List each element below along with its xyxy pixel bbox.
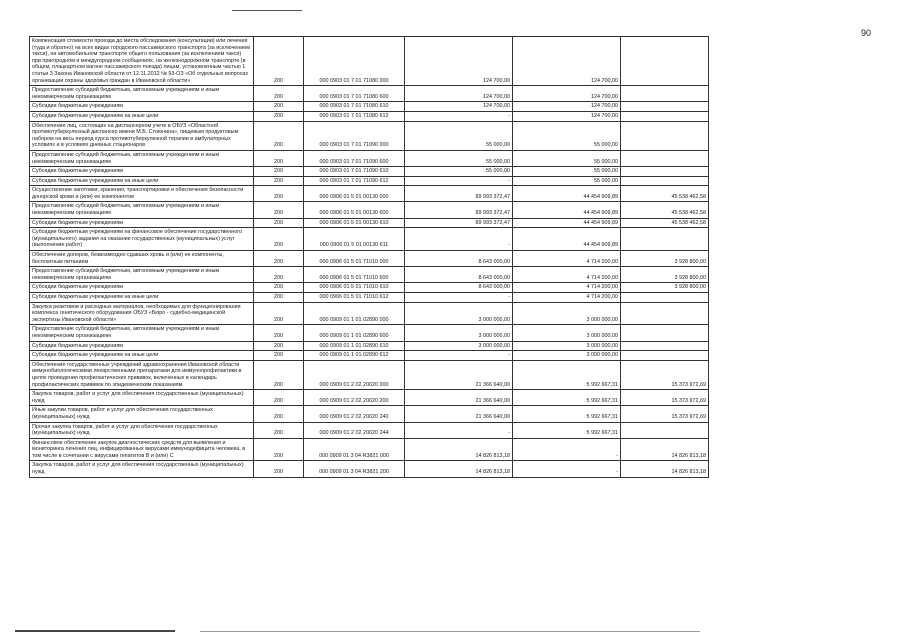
row-value-2-cell: 55 000,00 [513,150,621,166]
row-value-2-cell: 44 454 909,89 [513,228,621,251]
table-row [30,325,709,341]
row-admin-cell: 200 [254,406,304,422]
table-row [30,37,709,86]
row-admin-cell: 200 [254,111,304,121]
row-value-1-cell: 21 366 640,00 [405,406,513,422]
row-value-3-cell [621,176,709,186]
row-value-2-cell: 3 000 000,00 [513,302,621,325]
row-value-2-cell: - [513,461,621,477]
row-name-cell: Обеспечение доноров, безвозмездно сдавших кровь и (или) ее компоненты, бесплатным питанием [30,251,254,267]
table-row [30,390,709,406]
row-value-3-cell: 3 928 800,00 [621,251,709,267]
row-name-cell: Закупка товаров, работ и услуг для обеспечения государственных (муниципальных) нужд [30,390,254,406]
row-admin-cell: 200 [254,202,304,218]
row-code-cell: 000 0906 01 5 01 00130 611 [304,228,405,251]
row-value-2-cell: 55 000,00 [513,121,621,150]
row-code-cell: 000 0906 01 5 01 71010 600 [304,267,405,283]
row-name-cell: Финансовое обеспечение закупок диагностических средств для выявления и мониторинга лечения лиц, инфицированных вирусами иммунодефицита человека, в том числе в сочетании с вирусами гепатитов В и (или) С [30,438,254,461]
table-row [30,86,709,102]
table-row [30,167,709,177]
row-value-2-cell: 124 700,00 [513,102,621,112]
bottom-rule-light [200,631,700,632]
row-name-cell: Предоставление субсидий бюджетным, автономным учреждениям и иным некоммерческим организациям [30,86,254,102]
row-name-cell: Субсидии бюджетным учреждениям [30,341,254,351]
row-value-2-cell: 4 714 200,00 [513,267,621,283]
bottom-rule [15,630,175,632]
row-name-cell: Осуществление заготовки, хранения, транспортировки и обеспечения безопасности донорской крови и (или) ее компонентов [30,186,254,202]
row-name-cell: Предоставление субсидий бюджетным, автономным учреждениям и иным некоммерческим организациям [30,267,254,283]
row-value-2-cell: 5 992 667,31 [513,406,621,422]
row-code-cell: 000 0903 01 7 01 71090 612 [304,176,405,186]
row-value-2-cell: 55 000,00 [513,176,621,186]
table-row [30,360,709,389]
row-value-2-cell: 3 000 000,00 [513,341,621,351]
row-value-1-cell: 89 993 372,47 [405,186,513,202]
row-code-cell: 000 0906 01 5 01 00130 600 [304,202,405,218]
table-row [30,302,709,325]
row-value-3-cell: 45 538 462,58 [621,202,709,218]
table-row [30,186,709,202]
row-value-3-cell [621,228,709,251]
table-row [30,422,709,438]
table-row [30,283,709,293]
row-value-1-cell: 89 993 372,47 [405,202,513,218]
table-row [30,351,709,361]
row-value-3-cell: 45 538 462,58 [621,186,709,202]
row-admin-cell: 200 [254,37,304,86]
table-row [30,102,709,112]
row-value-3-cell: 45 538 462,58 [621,218,709,228]
row-value-2-cell: - [513,438,621,461]
row-value-1-cell: 3 000 000,00 [405,341,513,351]
row-name-cell: Субсидии бюджетным учреждениям на иные цели [30,293,254,303]
row-name-cell: Компенсация стоимости проезда до места обследования (консультации) или лечения (туда и обратно) на всех видах городского пассажирского транспорта (за исключением такси), на автомобильном транспорте общего пользования (за исключением такси) при пригородном и междугородном сообщениях, на железнодорожном транспорте (в общем, плацкартном вагоне пассажирского поезда) лицам, установленным частью 1 статьи 3 Закона Ивановской области от 12.11.2012 № 93-ОЗ «Об отдельных вопросах организации охраны здоровья граждан в Ивановской области» [30,37,254,86]
table-row [30,176,709,186]
row-value-1-cell: 124 700,00 [405,102,513,112]
row-value-1-cell: 3 000 000,00 [405,325,513,341]
row-code-cell: 000 0909 01 2 02 20020 200 [304,390,405,406]
row-value-1-cell: 124 700,00 [405,86,513,102]
row-code-cell: 000 0906 01 5 01 00130 610 [304,218,405,228]
row-value-3-cell [621,102,709,112]
row-name-cell: Обеспечение государственных учреждений здравоохранения Ивановской области иммунобиологическими лекарственными препаратами для иммунопрофилактики в целях проведения профилактических прививок, включенных в календарь профилактических прививок по эпидемическим показаниям [30,360,254,389]
row-value-2-cell: 5 992 667,31 [513,422,621,438]
row-name-cell: Предоставление субсидий бюджетным, автономным учреждениям и иным некоммерческим организациям [30,202,254,218]
row-value-1-cell: 14 826 813,18 [405,461,513,477]
row-value-1-cell: - [405,176,513,186]
row-value-2-cell: 4 714 200,00 [513,251,621,267]
row-value-3-cell [621,302,709,325]
row-code-cell: 000 0909 01 2 02 20020 244 [304,422,405,438]
row-value-3-cell [621,341,709,351]
row-value-1-cell: 89 993 372,47 [405,218,513,228]
row-value-2-cell: 3 000 000,00 [513,325,621,341]
row-value-3-cell: 14 826 813,18 [621,461,709,477]
row-name-cell: Иные закупки товаров, работ и услуг для обеспечения государственных (муниципальных) нужд [30,406,254,422]
row-name-cell: Закупка реактивов и расходных материалов, необходимых для функционирования комплекса генетического оборудования ОБУЗ «Бюро - судебно-медицинской экспертизы Ивановской области» [30,302,254,325]
row-value-3-cell: 15 373 972,69 [621,406,709,422]
row-admin-cell: 200 [254,283,304,293]
row-code-cell: 000 0906 01 5 01 00130 000 [304,186,405,202]
table-row [30,251,709,267]
row-code-cell: 000 0906 01 5 01 71010 000 [304,251,405,267]
row-code-cell: 000 0903 01 7 01 71080 600 [304,86,405,102]
row-value-2-cell: 124 700,00 [513,37,621,86]
row-value-2-cell: 44 454 909,89 [513,186,621,202]
row-value-2-cell: 5 992 667,31 [513,360,621,389]
row-value-3-cell: 15 373 972,69 [621,360,709,389]
row-value-1-cell: 55 000,00 [405,150,513,166]
table-row [30,341,709,351]
row-code-cell: 000 0903 01 7 01 71090 600 [304,150,405,166]
row-admin-cell: 200 [254,360,304,389]
row-admin-cell: 200 [254,167,304,177]
row-admin-cell: 200 [254,251,304,267]
row-name-cell: Субсидии бюджетным учреждениям на иные цели [30,111,254,121]
row-code-cell: 000 0903 01 7 01 71080 610 [304,102,405,112]
row-value-3-cell [621,351,709,361]
row-value-1-cell: 8 643 000,00 [405,251,513,267]
row-value-1-cell: 14 826 813,18 [405,438,513,461]
table-row [30,406,709,422]
row-code-cell: 000 0909 01 1 01 02890 000 [304,302,405,325]
row-admin-cell: 200 [254,341,304,351]
table-row [30,461,709,477]
row-value-1-cell: - [405,293,513,303]
row-admin-cell: 200 [254,218,304,228]
row-value-1-cell: 8 643 000,00 [405,283,513,293]
top-rule [232,10,302,11]
row-code-cell: 000 0909 01 3 04 R3821 200 [304,461,405,477]
budget-table-body [30,37,709,478]
row-code-cell: 000 0903 01 7 01 71080 612 [304,111,405,121]
row-value-3-cell: 3 928 800,00 [621,283,709,293]
row-value-3-cell [621,293,709,303]
row-value-1-cell: 124 700,00 [405,37,513,86]
row-value-2-cell: 5 992 667,31 [513,390,621,406]
row-value-2-cell: 124 700,00 [513,86,621,102]
row-value-2-cell: 55 000,00 [513,167,621,177]
row-name-cell: Предоставление субсидий бюджетным, автономным учреждениям и иным некоммерческим организациям [30,150,254,166]
row-admin-cell: 200 [254,390,304,406]
row-code-cell: 000 0909 01 3 04 R3821 000 [304,438,405,461]
row-value-3-cell [621,167,709,177]
row-value-1-cell: - [405,422,513,438]
row-value-3-cell [621,150,709,166]
row-code-cell: 000 0903 01 7 01 71090 610 [304,167,405,177]
row-admin-cell: 200 [254,267,304,283]
row-value-3-cell [621,325,709,341]
row-admin-cell: 200 [254,293,304,303]
table-row [30,121,709,150]
row-code-cell: 000 0909 01 1 01 02890 612 [304,351,405,361]
row-admin-cell: 200 [254,461,304,477]
row-admin-cell: 200 [254,150,304,166]
row-value-3-cell [621,121,709,150]
row-code-cell: 000 0909 01 2 02 20020 240 [304,406,405,422]
row-admin-cell: 200 [254,351,304,361]
row-value-1-cell: - [405,228,513,251]
row-value-2-cell: 124 700,00 [513,111,621,121]
row-value-1-cell: 21 366 640,00 [405,360,513,389]
row-value-2-cell: 4 714 200,00 [513,293,621,303]
row-admin-cell: 200 [254,86,304,102]
row-name-cell: Субсидии бюджетным учреждениям [30,283,254,293]
row-value-2-cell: 4 714 200,00 [513,283,621,293]
row-name-cell: Закупка товаров, работ и услуг для обеспечения государственных (муниципальных) нужд [30,461,254,477]
row-code-cell: 000 0903 01 7 01 71080 000 [304,37,405,86]
row-admin-cell: 200 [254,176,304,186]
row-value-1-cell: - [405,351,513,361]
row-value-1-cell: 3 000 000,00 [405,302,513,325]
row-value-3-cell [621,422,709,438]
table-row [30,438,709,461]
row-value-3-cell [621,86,709,102]
row-code-cell: 000 0906 01 5 01 71010 612 [304,293,405,303]
table-row [30,111,709,121]
row-admin-cell: 200 [254,186,304,202]
table-row [30,293,709,303]
row-value-3-cell: 3 928 800,00 [621,267,709,283]
table-row [30,267,709,283]
table-row [30,202,709,218]
row-name-cell: Субсидии бюджетным учреждениям на иные цели [30,351,254,361]
row-value-1-cell: 55 000,00 [405,121,513,150]
row-name-cell: Субсидии бюджетным учреждениям [30,102,254,112]
row-admin-cell: 200 [254,438,304,461]
table-row [30,218,709,228]
row-code-cell: 000 0906 01 5 01 71010 610 [304,283,405,293]
table-row [30,228,709,251]
row-value-1-cell: 21 366 640,00 [405,390,513,406]
row-value-3-cell [621,37,709,86]
row-value-3-cell [621,111,709,121]
row-admin-cell: 200 [254,102,304,112]
row-value-3-cell: 15 373 972,69 [621,390,709,406]
row-admin-cell: 200 [254,422,304,438]
row-value-3-cell: 14 826 813,18 [621,438,709,461]
row-name-cell: Обеспечение лиц, состоящих на диспансерном учете в ОБУЗ «Областной противотуберкулезный диспансер имени М.Б. Стоюнина», пищевым продуктовым набором на весь период курса противотуберкулезной терапии в амбулаторных условиях и в условиях дневных стационаров [30,121,254,150]
row-value-2-cell: 44 454 909,89 [513,218,621,228]
row-name-cell: Предоставление субсидий бюджетным, автономным учреждениям и иным некоммерческим организациям [30,325,254,341]
page-number: 90 [861,28,872,38]
row-value-2-cell: 44 454 909,89 [513,202,621,218]
row-code-cell: 000 0903 01 7 01 71090 000 [304,121,405,150]
row-name-cell: Субсидии бюджетным учреждениям на финансовое обеспечение государственного (муниципального) задания на оказание государственных (муниципальных) услуг (выполнение работ) [30,228,254,251]
row-admin-cell: 200 [254,325,304,341]
table-row [30,150,709,166]
row-code-cell: 000 0909 01 2 02 20020 000 [304,360,405,389]
row-admin-cell: 200 [254,228,304,251]
budget-table [29,36,709,478]
row-name-cell: Прочая закупка товаров, работ и услуг для обеспечения государственных (муниципальных) нужд [30,422,254,438]
row-admin-cell: 200 [254,121,304,150]
row-code-cell: 000 0909 01 1 01 02890 610 [304,341,405,351]
row-value-1-cell: 8 643 000,00 [405,267,513,283]
row-code-cell: 000 0909 01 1 01 02890 600 [304,325,405,341]
row-value-1-cell: - [405,111,513,121]
row-value-1-cell: 55 000,00 [405,167,513,177]
row-name-cell: Субсидии бюджетным учреждениям [30,167,254,177]
row-admin-cell: 200 [254,302,304,325]
row-name-cell: Субсидии бюджетным учреждениям [30,218,254,228]
row-value-2-cell: 3 000 000,00 [513,351,621,361]
row-name-cell: Субсидии бюджетным учреждениям на иные цели [30,176,254,186]
